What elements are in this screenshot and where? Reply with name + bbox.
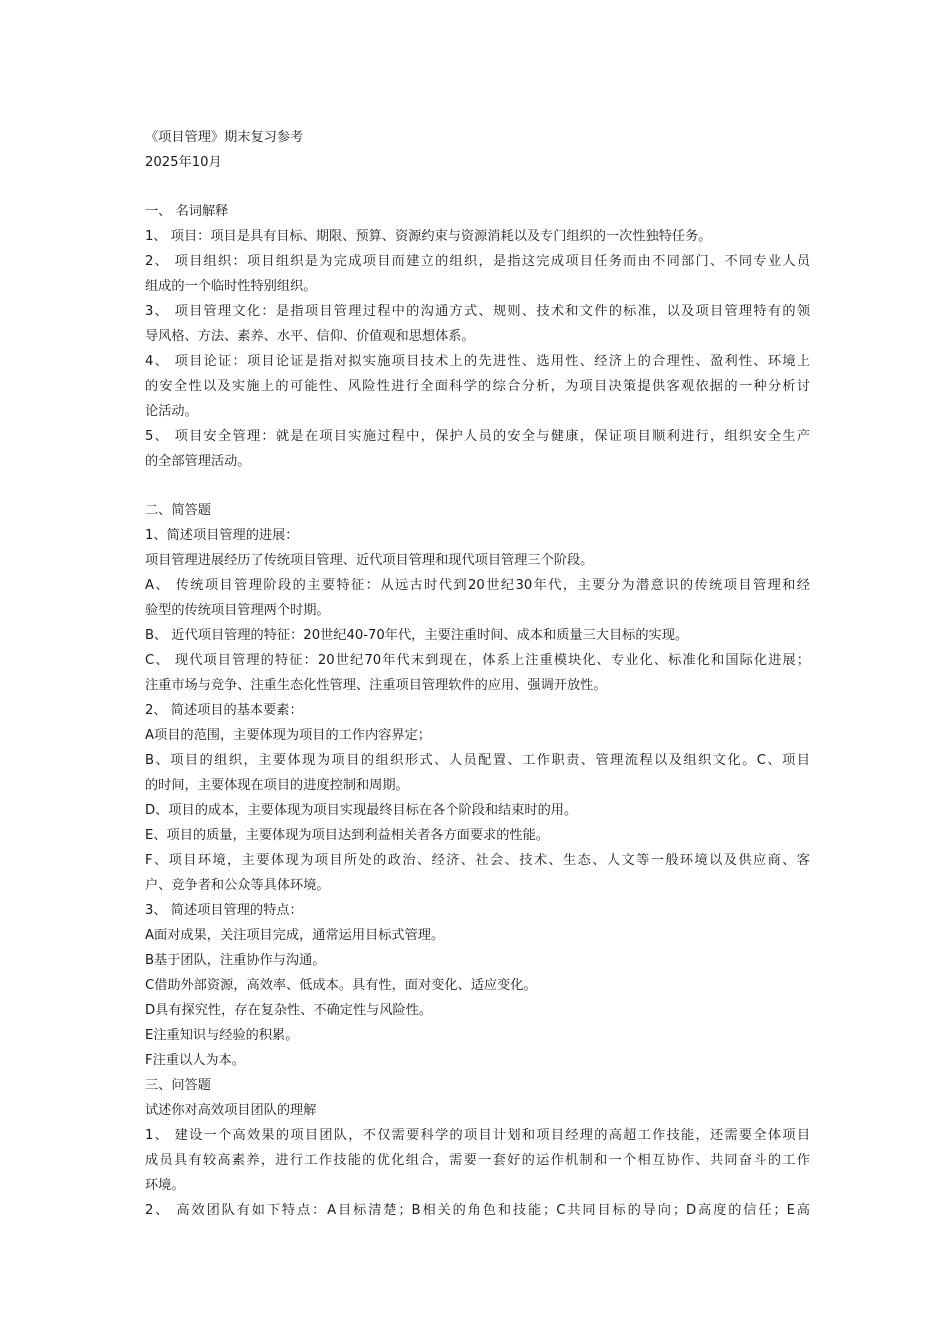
document-title: 《项目管理》期末复习参考 xyxy=(145,130,304,145)
text-line: 论活动。 xyxy=(145,404,198,419)
text-line: F注重以人为本。 xyxy=(145,1053,245,1068)
text-line: 的全部管理活动。 xyxy=(145,454,251,469)
document-page xyxy=(145,125,810,1223)
text-line: 1、简述项目管理的进展： xyxy=(145,528,299,543)
text-line: B、 近代项目管理的特征：20世纪40-70年代，主要注重时间、成本和质量三大目标的实现。 xyxy=(145,628,689,643)
text-line: 2、 高效团队有如下特点：A目标清楚；B相关的角色和技能；C共同目标的导向；D高度的信任；E高 xyxy=(145,1203,810,1218)
text-line: 组成的一个临时性特别组织。 xyxy=(145,279,317,294)
text-line: B基于团队，注重协作与沟通。 xyxy=(145,953,326,968)
text-line: C、 现代项目管理的特征：20世纪70年代末到现在，体系上注重模块化、专业化、标准化和国际化进展； xyxy=(145,653,810,668)
text-line: 3、 简述项目管理的特点： xyxy=(145,903,303,918)
text-line: A、 传统项目管理阶段的主要特征：从远古时代到20世纪30年代，主要分为潜意识的传统项目管理和经 xyxy=(145,578,810,593)
text-line: 试述你对高效项目团队的理解 xyxy=(145,1103,317,1118)
text-line: 5、 项目安全管理：就是在项目实施过程中，保护人员的安全与健康，保证项目顺利进行，组织安全生产 xyxy=(145,429,810,444)
text-line: 项目管理进展经历了传统项目管理、近代项目管理和现代项目管理三个阶段。 xyxy=(145,553,594,568)
spacer xyxy=(145,474,810,498)
document-date: 2025年10月 xyxy=(145,155,222,170)
text-line: 的安全性以及实施上的可能性、风险性进行全面科学的综合分析，为项目决策提供客观依据的一种分析讨 xyxy=(145,379,810,394)
text-line: 户、竞争者和公众等具体环境。 xyxy=(145,878,330,893)
text-line: E、项目的质量，主要体现为项目达到利益相关者各方面要求的性能。 xyxy=(145,828,549,843)
text-line: 3、 项目管理文化：是指项目管理过程中的沟通方式、规则、技术和文件的标准，以及项目管理特有的领 xyxy=(145,304,810,319)
text-line: 导风格、方法、素养、水平、信仰、价值观和思想体系。 xyxy=(145,329,475,344)
text-line: E注重知识与经验的积累。 xyxy=(145,1028,299,1043)
text-line: A项目的范围，主要体现为项目的工作内容界定； xyxy=(145,728,431,743)
text-line: 4、 项目论证：项目论证是指对拟实施项目技术上的先进性、选用性、经济上的合理性、盈利性、环境上 xyxy=(145,354,810,369)
text-line: A面对成果，关注项目完成，通常运用目标式管理。 xyxy=(145,928,445,943)
text-line: D具有探究性，存在复杂性、不确定性与风险性。 xyxy=(145,1003,433,1018)
text-line: 注重市场与竞争、注重生态化性管理、注重项目管理软件的应用、强调开放性。 xyxy=(145,678,607,693)
text-line: 2、 项目组织：项目组织是为完成项目而建立的组织，是指这完成项目任务而由不同部门、不同专业人员 xyxy=(145,254,810,269)
section-heading: 二、简答题 xyxy=(145,503,211,518)
section-heading: 三、问答题 xyxy=(145,1078,211,1093)
text-line: D、项目的成本，主要体现为项目实现最终目标在各个阶段和结束时的用。 xyxy=(145,803,578,818)
text-line: 的时间，主要体现在项目的进度控制和周期。 xyxy=(145,778,409,793)
text-line: C借助外部资源，高效率、低成本。具有性，面对变化、适应变化。 xyxy=(145,978,537,993)
text-line: F、项目环境，主要体现为项目所处的政治、经济、社会、技术、生态、人文等一般环境以及供应商、客 xyxy=(145,853,810,868)
text-line: B、项目的组织，主要体现为项目的组织形式、人员配置、工作职责、管理流程以及组织文化。C、项目 xyxy=(145,753,810,768)
text-line: 2、 简述项目的基本要素： xyxy=(145,703,303,718)
section-heading: 一、 名词解释 xyxy=(145,204,229,219)
text-line: 环境。 xyxy=(145,1178,185,1193)
text-line: 验型的传统项目管理两个时期。 xyxy=(145,603,330,618)
text-line: 1、 项目：项目是具有目标、期限、预算、资源约束与资源消耗以及专门组织的一次性独特任务。 xyxy=(145,229,712,244)
text-line: 成员具有较高素养，进行工作技能的优化组合，需要一套好的运作机制和一个相互协作、共同奋斗的工作 xyxy=(145,1153,810,1168)
text-line: 1、 建设一个高效果的项目团队，不仅需要科学的项目计划和项目经理的高超工作技能，还需要全体项目 xyxy=(145,1128,810,1143)
spacer xyxy=(145,175,810,199)
